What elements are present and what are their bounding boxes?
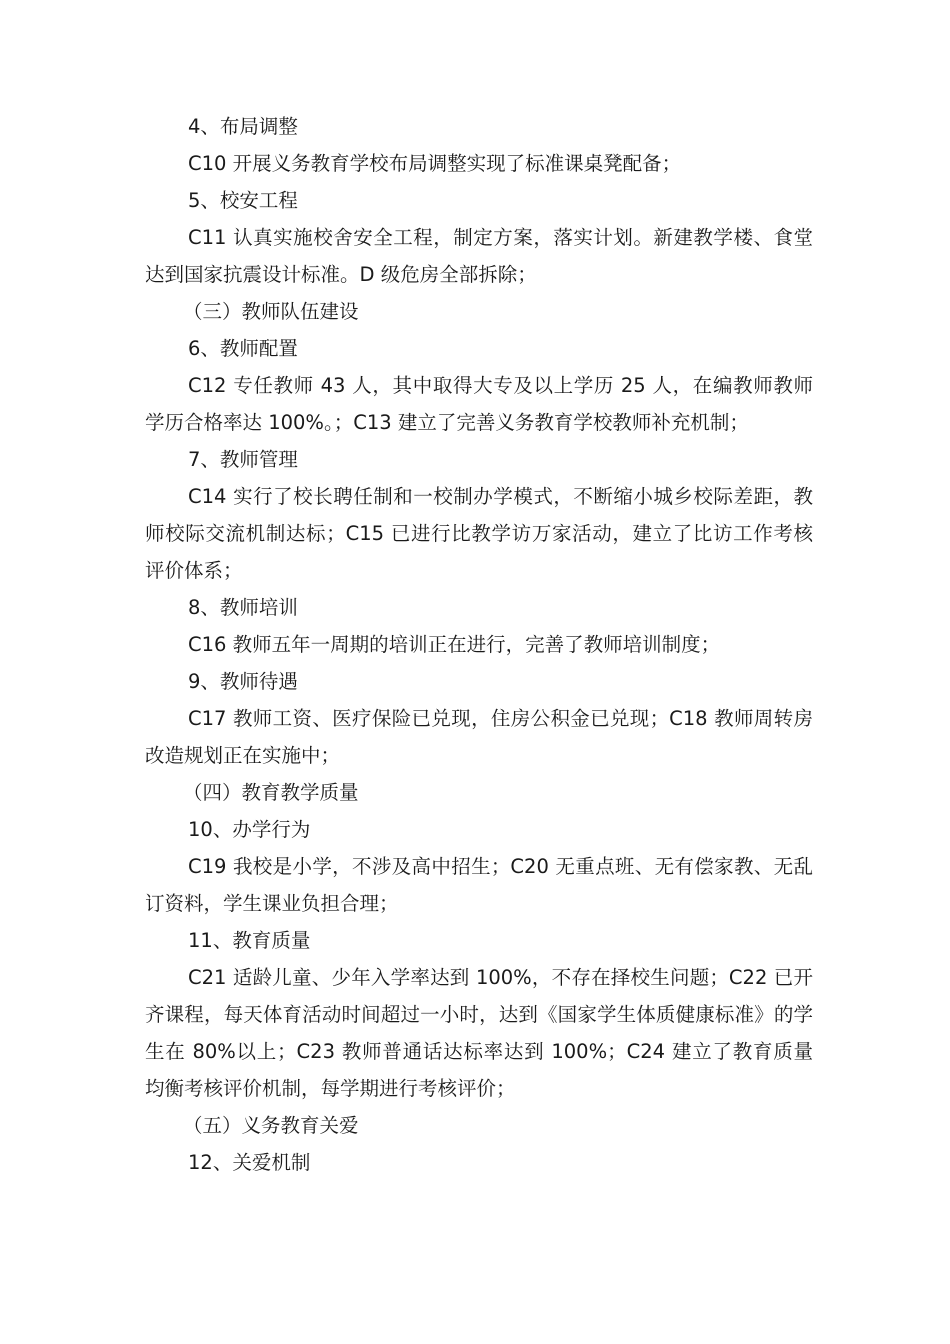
paragraph-c11: C11 认真实施校舍安全工程，制定方案，落实计划。新建教学楼、食堂达到国家抗震设计标准。D 级危房全部拆除；: [145, 226, 813, 286]
section-heading-layout: 4、布局调整: [188, 115, 298, 138]
part-heading-quality: （四）教育教学质量: [183, 781, 359, 804]
section-heading-management: 7、教师管理: [188, 448, 298, 471]
section-heading-benefits: 9、教师待遇: [188, 670, 298, 693]
section-heading-edu-quality: 11、教育质量: [188, 929, 311, 952]
paragraph-c17-c18: C17 教师工资、医疗保险已兑现，住房公积金已兑现；C18 教师周转房改造规划正在实施中；: [145, 707, 813, 767]
section-heading-training: 8、教师培训: [188, 596, 298, 619]
paragraph-c12-c13: C12 专任教师 43 人，其中取得大专及以上学历 25 人，在编教师教师学历合格率达 100%。；C13 建立了完善义务教育学校教师补充机制；: [145, 374, 813, 434]
part-heading-teachers: （三）教师队伍建设: [183, 300, 359, 323]
paragraph-c19-c20: C19 我校是小学，不涉及高中招生；C20 无重点班、无有偿家教、无乱订资料，学生课业负担合理；: [145, 855, 813, 915]
section-heading-conduct: 10、办学行为: [188, 818, 311, 841]
paragraph-c16: C16 教师五年一周期的培训正在进行，完善了教师培训制度；: [188, 633, 721, 656]
section-heading-staffing: 6、教师配置: [188, 337, 298, 360]
document-body: [145, 108, 813, 1181]
section-heading-care-mechanism: 12、关爱机制: [188, 1151, 311, 1174]
paragraph-c21-c24: C21 适龄儿童、少年入学率达到 100%，不存在择校生问题；C22 已开齐课程，每天体育活动时间超过一小时，达到《国家学生体质健康标准》的学生在 80%以上；C23 教师普通话达标率达到 100%；C24 建立了教育质量均衡考核评价机制，每学期进行考核评价；: [145, 966, 813, 1100]
part-heading-care: （五）义务教育关爱: [183, 1114, 359, 1137]
paragraph-c10: C10 开展义务教育学校布局调整实现了标准课桌凳配备；: [188, 152, 682, 175]
section-heading-school-safety: 5、校安工程: [188, 189, 298, 212]
paragraph-c14-c15: C14 实行了校长聘任制和一校制办学模式，不断缩小城乡校际差距，教师校际交流机制达标；C15 已进行比教学访万家活动，建立了比访工作考核评价体系；: [145, 485, 813, 582]
